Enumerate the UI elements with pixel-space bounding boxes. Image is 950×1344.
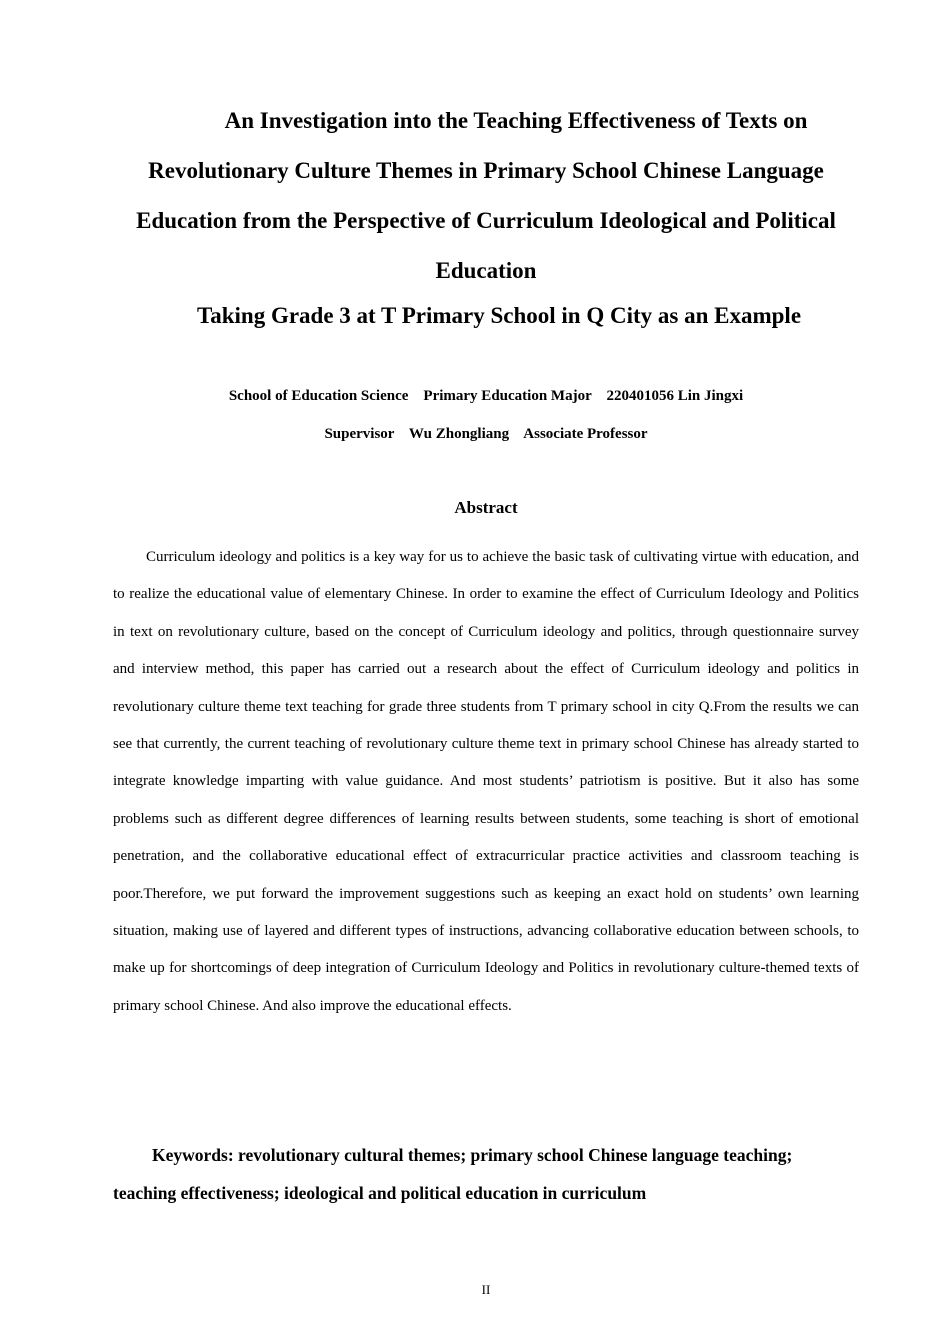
page-number: II xyxy=(481,1282,491,1297)
paper-title xyxy=(113,96,859,296)
author-line: School of Education Science Primary Education Major 220401056 Lin Jingxi xyxy=(228,388,744,404)
title-line-4: Education xyxy=(435,258,537,283)
abstract-body: Curriculum ideology and politics is a key way for us to achieve the basic task of cultivating virtue with education, and to realize the educational value of elementary Chinese. In order to examine the effect of Curriculum Ideology and Politics in text on revolutionary culture, based on the concept of Curriculum ideology and politics, through questionnaire survey and interview method, this paper has carried out a research about the effect of Curriculum ideology and politics in revolutionary culture theme text teaching for grade three students from T primary school in city Q.From the results we can see that currently, the current teaching of revolutionary culture theme text in primary school Chinese has already started to integrate knowledge imparting with value guidance. And most students’ patriotism is positive. But it also has some problems such as different degree differences of learning results between students, some teaching is short of emotional penetration, and the collaborative educational effect of extracurricular practice activities and classroom teaching is poor.Therefore, we put forward the improvement suggestions such as keeping an exact hold on students’ own learning situation, making use of layered and different types of instructions, advancing collaborative education between schools, to make up for shortcomings of deep integration of Curriculum Ideology and Politics in revolutionary culture-themed texts of primary school Chinese. And also improve the educational effects. xyxy=(113,549,859,1014)
abstract-heading: Abstract xyxy=(454,498,518,517)
title-line-3: Education from the Perspective of Curriculum Ideological and Political xyxy=(136,208,836,233)
keywords: Keywords: revolutionary cultural themes; primary school Chinese language teaching; teaching effectiveness; ideological and political education in curriculum xyxy=(113,1145,793,1203)
title-line-2: Revolutionary Culture Themes in Primary School Chinese Language xyxy=(148,158,824,183)
supervisor-line: Supervisor Wu Zhongliang Associate Professor xyxy=(324,426,648,442)
paper-subtitle: Taking Grade 3 at T Primary School in Q City as an Example xyxy=(197,303,802,328)
title-line-1: An Investigation into the Teaching Effectiveness of Texts on xyxy=(224,108,808,133)
